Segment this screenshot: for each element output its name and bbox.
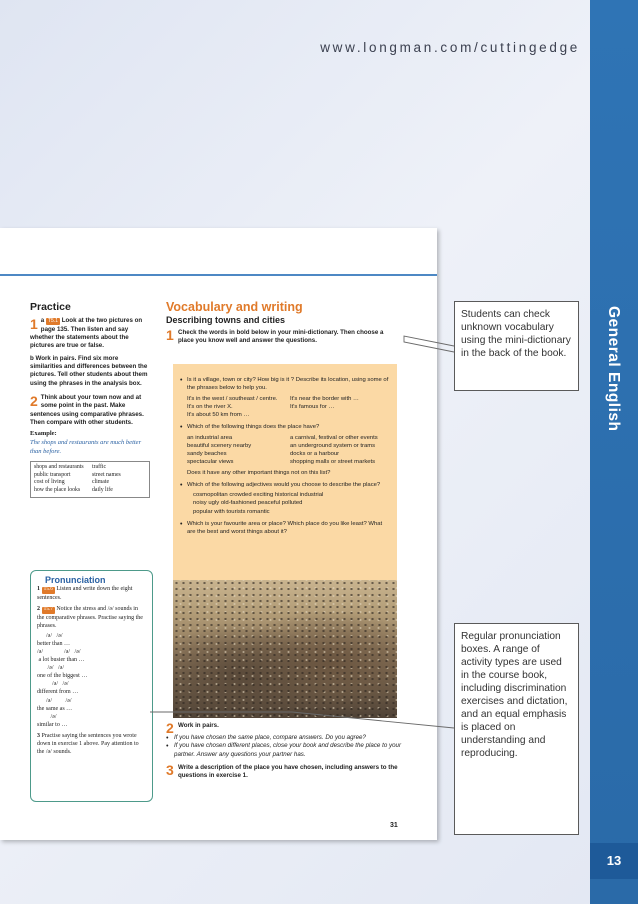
practice-heading: Practice bbox=[30, 301, 71, 313]
pron-ex1 bbox=[37, 585, 146, 602]
exercise-text: Notice the stress and /ə/ sounds in the comparative phrases. Practise saying the phrases. bbox=[37, 605, 143, 629]
question bbox=[187, 423, 389, 477]
pron-line: /ə/ /ə/ bbox=[37, 665, 64, 672]
phrase: It's famous for … bbox=[290, 403, 335, 410]
vocab-title: Vocabulary and writing bbox=[166, 300, 303, 314]
pron-line: different from … bbox=[37, 689, 79, 696]
word-item: cost of living bbox=[34, 479, 65, 486]
exercise-number: 2 bbox=[166, 720, 174, 736]
exercise-text: Listen and write down the eight sentences. bbox=[37, 586, 133, 601]
question bbox=[187, 481, 389, 516]
vocab-later-steps bbox=[166, 722, 406, 784]
word-item: traffic bbox=[92, 463, 107, 470]
word-item: how the place looks bbox=[34, 487, 81, 494]
crowded-street-photo bbox=[173, 580, 397, 718]
pron-line: similar to … bbox=[37, 721, 68, 728]
adjective-list bbox=[187, 491, 389, 516]
item: an underground system or trams bbox=[290, 442, 376, 449]
phrase: It's in the west / southeast / centre. bbox=[187, 395, 278, 402]
photo-texture bbox=[173, 580, 397, 718]
pron-line: /ə/ /ə/ bbox=[37, 681, 69, 688]
practice-ex1 bbox=[30, 317, 150, 350]
vocab-ex3 bbox=[166, 761, 406, 781]
pron-ex3 bbox=[37, 732, 146, 756]
question-text: • Is it a village, town or city? How big is it ? Describe its location, using some of the phrases below to help you. bbox=[187, 377, 389, 392]
track-tag: T5.7 bbox=[43, 606, 53, 612]
exercise-number: 3 bbox=[166, 761, 174, 778]
question bbox=[187, 520, 389, 537]
item: spectacular views bbox=[187, 459, 234, 466]
vocab-ex1 bbox=[166, 329, 398, 346]
example-text: The shops and restaurants are much better than before. bbox=[30, 439, 142, 456]
track-tag: T5.1 bbox=[47, 318, 58, 325]
adjective-line: noisy ugly old-fashioned peaceful polluted bbox=[193, 500, 303, 507]
example-label: Example: bbox=[30, 430, 57, 438]
question-followup: Does it have any other important things not on this list? bbox=[187, 469, 331, 476]
question-text: • Which of the following things does the place have? bbox=[187, 424, 320, 431]
practice-section bbox=[30, 300, 150, 498]
page-number-box: 13 bbox=[590, 843, 638, 879]
exercise-number: 2 bbox=[30, 393, 38, 410]
part-letter: b bbox=[30, 354, 34, 362]
item: docks or a harbour bbox=[290, 451, 340, 458]
exercise-number: 3 bbox=[37, 732, 40, 739]
question bbox=[187, 376, 389, 419]
item: an industrial area bbox=[187, 434, 233, 441]
side-band bbox=[590, 0, 638, 904]
bullet-item: • If you have chosen the same place, compare answers. Do you agree? bbox=[166, 734, 406, 743]
phrase-list bbox=[187, 395, 389, 420]
exercise-text: Work in pairs. Find six more similarities and differences between the pictures. Tell other students about them using the phrases in the analysis box. bbox=[30, 354, 148, 387]
questions-box bbox=[173, 364, 397, 580]
pron-line: /ə/ /ə/ bbox=[37, 697, 72, 704]
phrase: It's about 50 km from … bbox=[187, 412, 250, 419]
exercise-number: 2 bbox=[37, 605, 40, 612]
question-text: • Which of the following adjectives would you choose to describe the place? bbox=[187, 481, 381, 488]
item: shopping malls or street markets bbox=[290, 459, 376, 466]
question-text: • Which is your favourite area or place? Which place do you like least? What are the best and worst things about it? bbox=[187, 520, 383, 536]
pron-ex2 bbox=[37, 605, 146, 630]
pronunciation-title: Pronunciation bbox=[45, 575, 106, 585]
item: sandy beaches bbox=[187, 451, 227, 458]
vocab-section bbox=[166, 300, 398, 346]
exercise-text: Look at the two pictures on page 135. Then listen and say whether the statements about the pictures are true or false. bbox=[30, 317, 143, 350]
words-box bbox=[30, 461, 150, 498]
word-item: street names bbox=[92, 471, 121, 478]
adjective-line: cosmopolitan crowded exciting historical industrial bbox=[193, 492, 324, 499]
part-letter: a bbox=[40, 317, 45, 325]
exercise-title: Work in pairs. bbox=[178, 722, 219, 729]
bullet-item: • If you have chosen different places, close your book and describe the place to your partner. Answer any questions your partner has. bbox=[166, 742, 406, 759]
callout-pronunciation: Regular pronunciation boxes. A range of activity types are used in the course book, including discrimination exercises and dictation, and an equal emphasis is placed on understanding and reproducing. bbox=[454, 623, 579, 835]
item: beautiful scenery nearby bbox=[187, 442, 252, 449]
pron-line: /ə/ /ə/ /ə/ bbox=[37, 648, 81, 655]
phrase: It's near the border with … bbox=[290, 395, 359, 402]
exercise-number: 1 bbox=[30, 316, 38, 333]
item-list bbox=[187, 434, 389, 467]
pron-line: the same as … bbox=[37, 705, 73, 712]
side-label: General English bbox=[605, 306, 622, 432]
word-item: public transport bbox=[34, 471, 71, 478]
pron-line: /ə/ /ə/ bbox=[37, 632, 63, 639]
pron-line: better than … bbox=[37, 640, 70, 647]
practice-ex1b bbox=[30, 355, 150, 388]
pron-line: a lot busier than … bbox=[37, 657, 85, 664]
exercise-text: Think about your town now and at some point in the past. Make sentences using comparative phrases. Then compare with other students. bbox=[30, 394, 144, 427]
site-url[interactable]: www.longman.com/cuttingedge bbox=[320, 40, 580, 55]
word-item: daily life bbox=[92, 487, 113, 494]
exercise-text: Practise saying the sentences you wrote down in exercise 1 above. Pay attention to the /ə/ sounds. bbox=[37, 732, 139, 756]
pron-line: one of the biggest … bbox=[37, 673, 88, 680]
adjective-line: popular with tourists romantic bbox=[193, 508, 270, 515]
exercise-number: 1 bbox=[37, 586, 40, 592]
page-rule bbox=[0, 274, 437, 276]
track-tag: T5.6 bbox=[43, 587, 53, 592]
practice-ex2 bbox=[30, 394, 150, 427]
pron-phrases bbox=[37, 632, 146, 729]
phrase: It's on the river X. bbox=[187, 403, 233, 410]
exercise-text: Write a description of the place you have chosen, including answers to the questions in exercise 1. bbox=[178, 763, 398, 780]
book-page bbox=[0, 228, 437, 840]
word-item: climate bbox=[92, 479, 110, 486]
pron-line: /ə/ bbox=[37, 713, 57, 720]
callout-vocabulary: Students can check unknown vocabulary using the mini-dictionary in the back of the book. bbox=[454, 301, 579, 391]
vocab-ex2 bbox=[166, 720, 406, 736]
pronunciation-box bbox=[30, 570, 153, 802]
book-page-number: 31 bbox=[390, 822, 398, 829]
word-item: shops and restaurants bbox=[34, 463, 84, 470]
vocab-subtitle: Describing towns and cities bbox=[166, 315, 286, 325]
exercise-text: Check the words in bold below in your mini-dictionary. Then choose a place you know well and answer the questions. bbox=[178, 329, 384, 345]
item: a carnival, festival or other events bbox=[290, 434, 378, 441]
exercise-number: 1 bbox=[166, 327, 174, 343]
